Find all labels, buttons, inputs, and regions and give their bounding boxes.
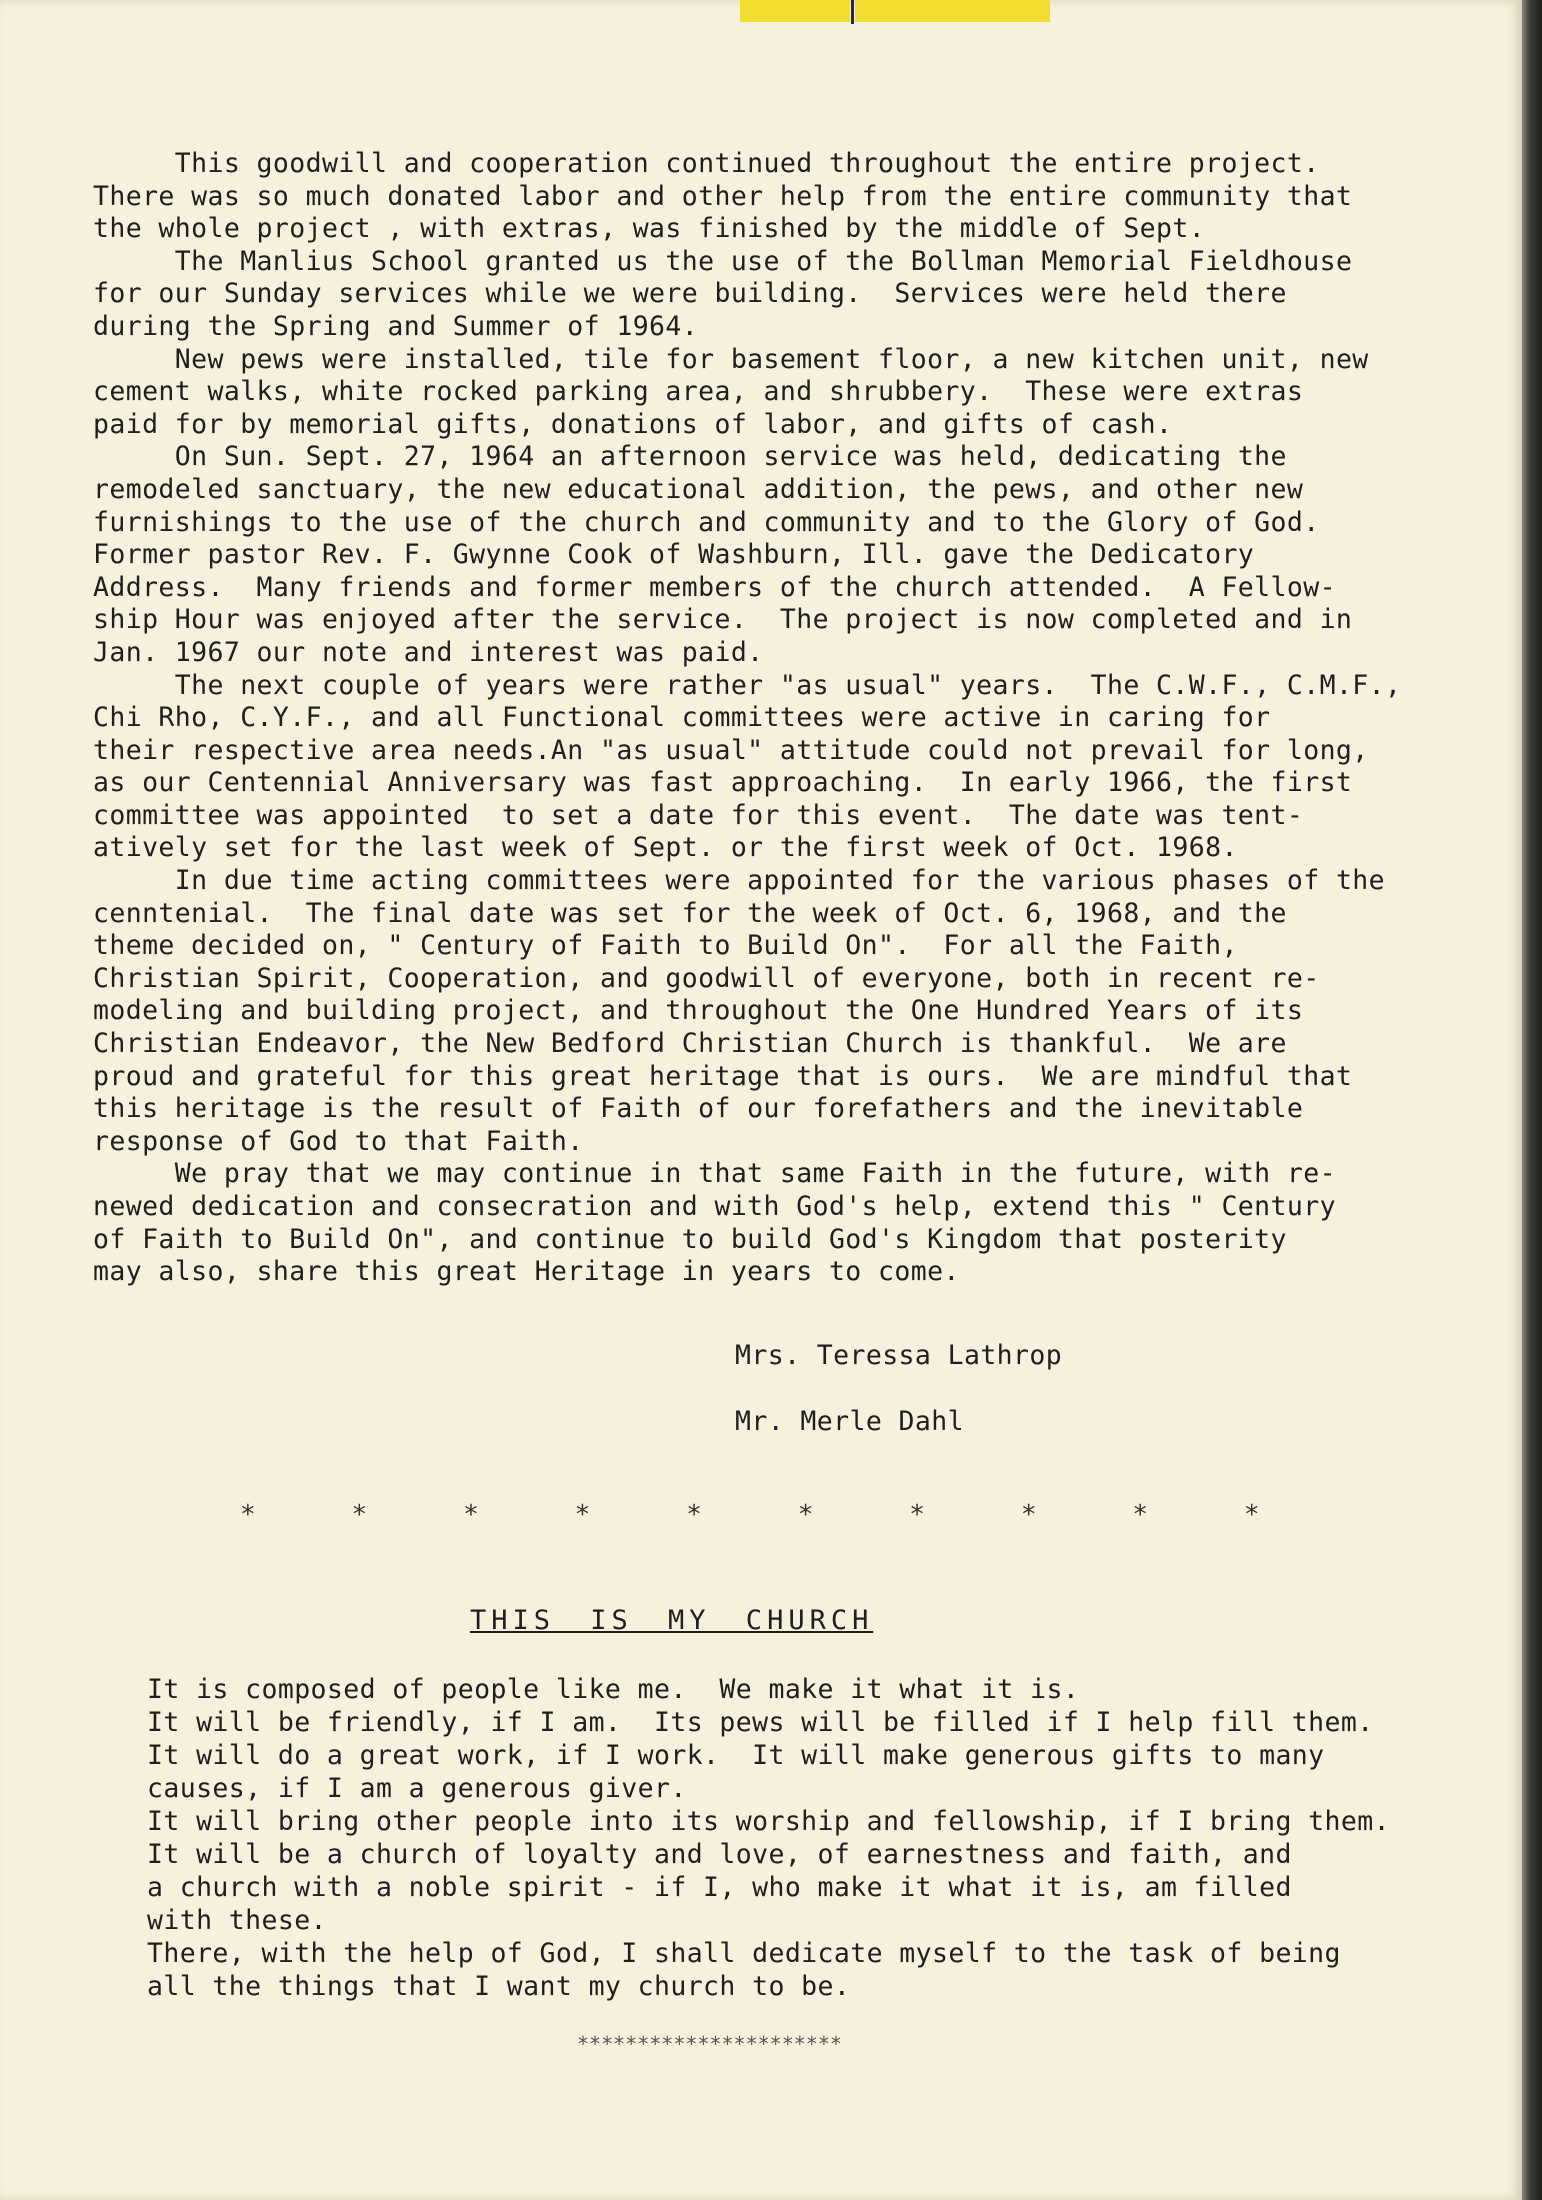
text-line: furnishings to the use of the church and community and to the Glory of God.: [93, 506, 1320, 538]
binder-tab: [740, 0, 850, 22]
star-mark: *: [1132, 1500, 1149, 1530]
text-line: The next couple of years were rather "as usual" years. The C.W.F., C.M.F.,: [93, 669, 1402, 701]
poem-line: It will be friendly, if I am. Its pews will be filled if I help fill them.: [147, 1707, 1374, 1738]
text-line: of Faith to Build On", and continue to build God's Kingdom that posterity: [93, 1223, 1287, 1255]
text-line: Christian Endeavor, the New Bedford Christian Church is thankful. We are: [93, 1028, 1287, 1060]
text-line: There was so much donated labor and other help from the entire community that: [93, 180, 1353, 212]
signature-lathrop: Mrs. Teressa Lathrop: [735, 1340, 1063, 1371]
text-line: modeling and building project, and throughout the One Hundred Years of its: [93, 995, 1304, 1027]
star-mark: *: [909, 1500, 926, 1530]
page-edge: [1522, 0, 1542, 2200]
star-mark: *: [351, 1500, 368, 1530]
text-line: this heritage is the result of Faith of our forefathers and the inevitable: [93, 1093, 1304, 1125]
text-line: for our Sunday services while we were building. Services were held there: [93, 278, 1287, 310]
poem-line: with these.: [147, 1905, 327, 1936]
text-line: during the Spring and Summer of 1964.: [93, 310, 699, 342]
text-line: response of God to that Faith.: [93, 1125, 584, 1157]
poem-line: There, with the help of God, I shall dedicate myself to the task of being: [147, 1938, 1341, 1969]
text-line: the whole project , with extras, was finished by the middle of Sept.: [93, 213, 1206, 245]
signature-dahl: Mr. Merle Dahl: [735, 1406, 964, 1437]
poem-line: all the things that I want my church to be.: [147, 1971, 851, 2002]
text-line: theme decided on, " Century of Faith to Build On". For all the Faith,: [93, 930, 1238, 962]
text-line: cement walks, white rocked parking area, and shrubbery. These were extras: [93, 376, 1304, 408]
poem-line: It will be a church of loyalty and love, of earnestness and faith, and: [147, 1839, 1292, 1870]
star-mark: *: [686, 1500, 703, 1530]
poem-line: a church with a noble spirit - if I, who make it what it is, am filled: [147, 1872, 1292, 1903]
text-line: ship Hour was enjoyed after the service. The project is now completed and in: [93, 604, 1353, 636]
star-mark: *: [574, 1500, 591, 1530]
star-mark: *: [1020, 1500, 1037, 1530]
text-line: The Manlius School granted us the use of the Bollman Memorial Fieldhouse: [93, 245, 1353, 277]
text-line: newed dedication and consecration and with God's help, extend this " Century: [93, 1191, 1336, 1222]
binder-tab: [855, 0, 1050, 22]
poem-text: [147, 1673, 1447, 2003]
tab-divider: [851, 0, 854, 24]
poem-line: causes, if I am a generous giver.: [147, 1773, 687, 1804]
text-line: atively set for the last week of Sept. or the first week of Oct. 1968.: [93, 832, 1238, 864]
end-rule: **********************: [577, 2032, 842, 2056]
text-line: On Sun. Sept. 27, 1964 an afternoon service was held, dedicating the: [93, 441, 1287, 473]
poem-line: It is composed of people like me. We make it what it is.: [147, 1674, 1080, 1705]
section-title: THIS IS MY CHURCH: [470, 1605, 874, 1636]
text-line: cenntenial. The final date was set for the week of Oct. 6, 1968, and the: [93, 897, 1287, 929]
text-line: remodeled sanctuary, the new educational addition, the pews, and other new: [93, 473, 1304, 505]
star-mark: *: [240, 1500, 257, 1530]
star-divider: [240, 1500, 1260, 1530]
poem-line: It will do a great work, if I work. It will make generous gifts to many: [147, 1740, 1325, 1771]
text-line: as our Centennial Anniversary was fast approaching. In early 1966, the first: [93, 767, 1353, 799]
star-mark: *: [1243, 1500, 1260, 1530]
poem-line: It will bring other people into its worship and fellowship, if I bring them.: [147, 1806, 1390, 1837]
text-line: Jan. 1967 our note and interest was paid.: [93, 636, 764, 668]
text-line: New pews were installed, tile for basement floor, a new kitchen unit, new: [93, 343, 1369, 375]
star-mark: *: [797, 1500, 814, 1530]
text-line: Christian Spirit, Cooperation, and goodwill of everyone, both in recent re-: [93, 962, 1320, 994]
body-text: [93, 148, 1433, 1289]
text-line: Former pastor Rev. F. Gwynne Cook of Washburn, Ill. gave the Dedicatory: [93, 539, 1255, 571]
text-line: We pray that we may continue in that same Faith in the future, with re-: [93, 1158, 1336, 1190]
text-line: may also, share this great Heritage in years to come.: [93, 1256, 960, 1288]
text-line: their respective area needs.An "as usual" attitude could not prevail for long,: [93, 734, 1369, 766]
text-line: Chi Rho, C.Y.F., and all Functional committees were active in caring for: [93, 702, 1271, 734]
text-line: In due time acting committees were appointed for the various phases of the: [93, 865, 1386, 897]
text-line: committee was appointed to set a date for this event. The date was tent-: [93, 799, 1304, 831]
star-mark: *: [463, 1500, 480, 1530]
text-line: This goodwill and cooperation continued throughout the entire project.: [93, 148, 1320, 179]
text-line: proud and grateful for this great heritage that is ours. We are mindful that: [93, 1060, 1353, 1092]
text-line: paid for by memorial gifts, donations of labor, and gifts of cash.: [93, 408, 1173, 440]
text-line: Address. Many friends and former members of the church attended. A Fellow-: [93, 571, 1336, 603]
